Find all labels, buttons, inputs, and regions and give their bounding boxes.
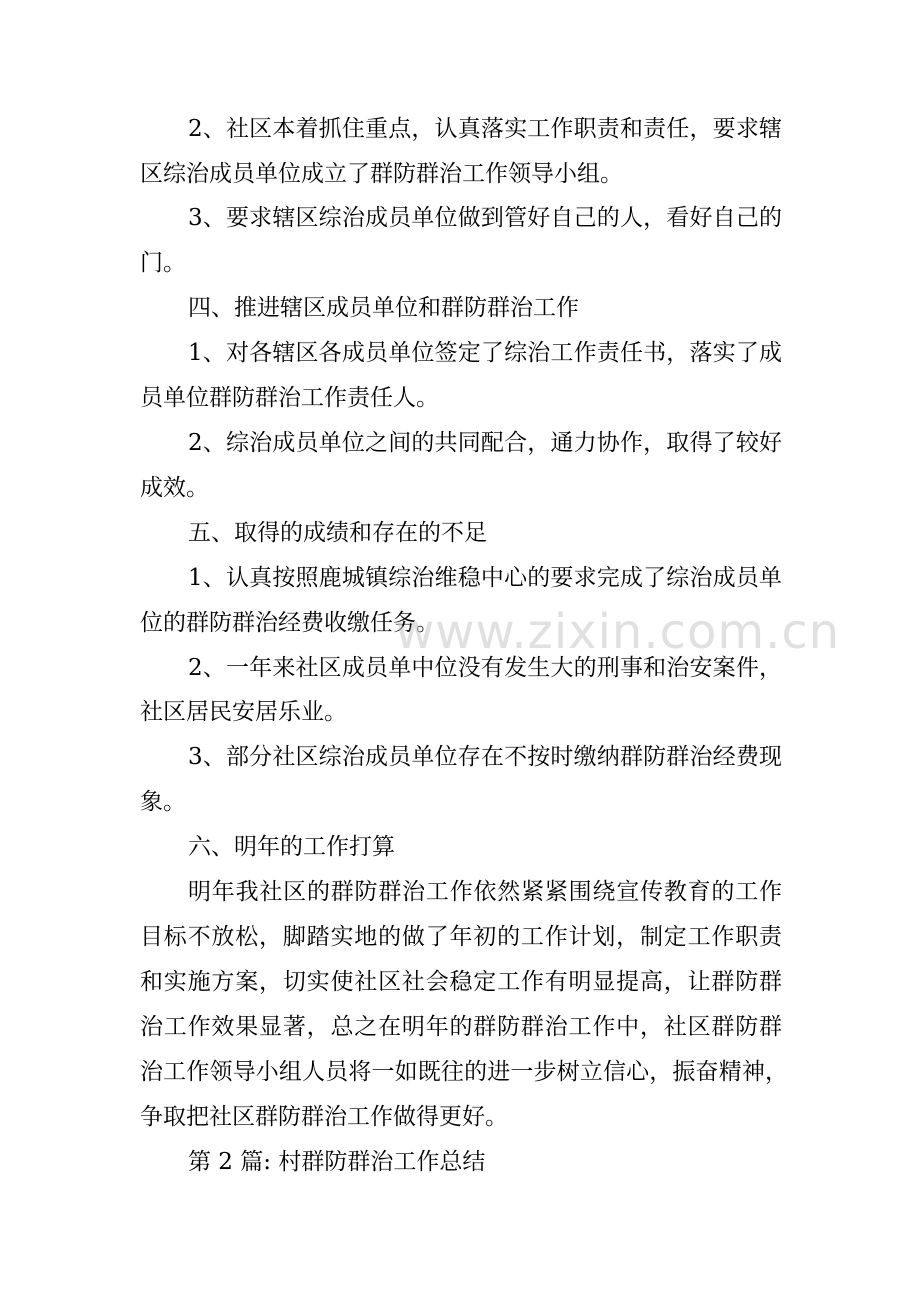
paragraph-line: 治工作效果显著，总之在明年的群防群治工作中，社区群防群 <box>140 1014 782 1040</box>
paragraph-line: 2、一年来社区成员单中位没有发生大的刑事和治安案件， <box>188 655 782 681</box>
paragraph-line: 成效。 <box>140 475 209 501</box>
paragraph-line: 位的群防群治经费收缴任务。 <box>140 610 439 636</box>
paragraph-line: 员单位群防群治工作责任人。 <box>140 385 439 411</box>
paragraph-line: 目标不放松，脚踏实地的做了年初的工作计划，制定工作职责 <box>140 924 782 950</box>
section-heading: 第 2 篇: 村群防群治工作总结 <box>188 1149 486 1175</box>
paragraph-line: 3、要求辖区综治成员单位做到管好自己的人，看好自己的 <box>188 205 782 231</box>
paragraph-line: 治工作领导小组人员将一如既往的进一步树立信心，振奋精神， <box>140 1059 788 1085</box>
paragraph-line: 1、对各辖区各成员单位签定了综治工作责任书，落实了成 <box>188 340 782 366</box>
watermark-text: www.zixin.com.cn <box>395 604 841 660</box>
paragraph-line: 争取把社区群防群治工作做得更好。 <box>140 1104 508 1130</box>
paragraph-line: 区综治成员单位成立了群防群治工作领导小组。 <box>140 161 623 187</box>
paragraph-line: 象。 <box>140 789 186 815</box>
section-heading: 四、推进辖区成员单位和群防群治工作 <box>188 295 579 321</box>
paragraph-line: 社区居民安居乐业。 <box>140 699 347 725</box>
section-heading: 六、明年的工作打算 <box>188 834 395 860</box>
paragraph-line: 2、综治成员单位之间的共同配合，通力协作，取得了较好 <box>188 430 782 456</box>
section-heading: 五、取得的成绩和存在的不足 <box>188 520 487 546</box>
paragraph-line: 明年我社区的群防群治工作依然紧紧围绕宣传教育的工作 <box>188 879 782 905</box>
paragraph-line: 3、部分社区综治成员单位存在不按时缴纳群防群治经费现 <box>188 744 782 770</box>
paragraph-line: 和实施方案，切实使社区社会稳定工作有明显提高，让群防群 <box>140 969 782 995</box>
paragraph-line: 1、认真按照鹿城镇综治维稳中心的要求完成了综治成员单 <box>188 565 782 591</box>
paragraph-line: 2、社区本着抓住重点，认真落实工作职责和责任，要求辖 <box>188 116 782 142</box>
paragraph-line: 门。 <box>140 250 186 276</box>
